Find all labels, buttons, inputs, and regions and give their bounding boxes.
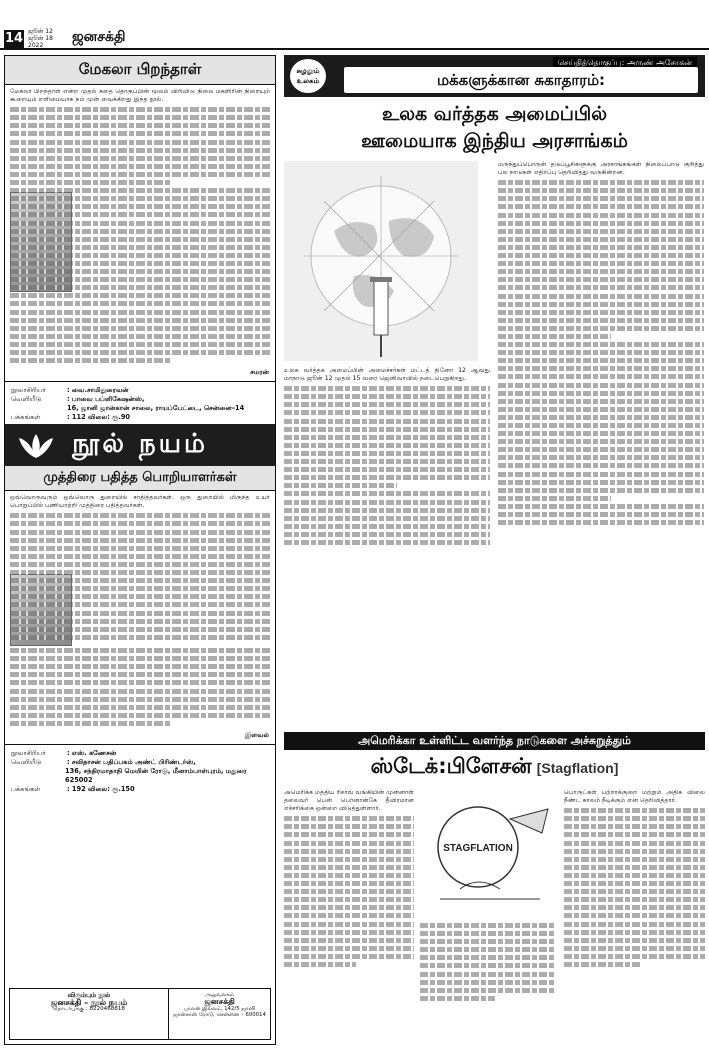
review1-body bbox=[5, 107, 275, 363]
review2-heading: முத்திரை பதித்த பொறியாளர்கள் bbox=[5, 466, 275, 491]
stagflation-cartoon-label: STAGFLATION bbox=[443, 843, 513, 854]
stagflation-column-b bbox=[420, 923, 556, 1004]
review1-signature: சமரன் bbox=[250, 368, 269, 377]
section-title: மக்களுக்கான சுகாதாரம்: bbox=[344, 67, 698, 93]
review1-meta: நூலாசிரியர் : வை.சாமிதுரைவன் வெளியீடு : பாவை பப்ளிகேஷன்ஸ், 16, ஜானி ஜான்கான் சாலை, ராயப்பேட்டை, சென்னை–14 பக்கங்கள் : 112 விலை: ரூ.90 bbox=[11, 386, 245, 422]
stagflation-column-a bbox=[284, 789, 414, 970]
review1-heading: மேகலா பிறந்தாள் bbox=[5, 56, 275, 85]
series-badge: சுழலும் உலகம் bbox=[290, 59, 326, 93]
article-column-b-lead: மருந்துப்பொருள் தடுப்பூசிகளுக்கு அரசாங்கங்கள் நிலைப்பாடு குறித்து பல நாடுகள் எதிர்ப்பு தெரிவித்து வருகின்றன. bbox=[498, 161, 704, 177]
page-number: 14 bbox=[4, 31, 24, 46]
stagflation-title: ஸ்டேக்:பிளேசன் [Stagflation] bbox=[370, 754, 619, 778]
review2-body bbox=[5, 513, 275, 726]
newspaper-title: ஜனசக்தி bbox=[72, 29, 126, 45]
stagflation-strap: அமெரிக்கா உள்ளிட்ட வளர்ந்த நாடுகளை அச்சுறுத்தும் bbox=[284, 732, 705, 750]
subscription-ad: விரும்பும் நூல் ஜனசக்தி – நூல் நயம் தொடர்புக்கு : 8220468818 அலுவலகம் ஜனசக்தி பாலன் இல்லம், 142/5 ஜானி ஜான்கான் ரோடு, சென்னை – 600014 bbox=[9, 988, 271, 1040]
series-tag: செய்தித்தொகுப்பு: அருண் அசோகன் bbox=[553, 57, 697, 69]
headline: உலக வர்த்தக அமைப்பில் ஊமையாக இந்திய அரசாங்கம் bbox=[361, 103, 628, 152]
review2-lead: ஒவ்வொருவரும் ஒவ்வொரு துறையில் சாதித்தவர்கள். ஒரு துறையில் மிகுந்த உயர் பொறுப்பில் பணியாற்றி முத்திரை பதித்தவர்கள். bbox=[10, 494, 270, 510]
issue-date: ஜூன் 12 ஜூன் 18 2022 bbox=[28, 28, 53, 49]
lotus-icon bbox=[13, 432, 59, 460]
banner-text: நூல் நயம் bbox=[72, 428, 208, 459]
stagflation-column-c bbox=[564, 789, 705, 970]
review2-meta: நூலாசிரியர் : எஸ். கணேசன் வெளியீடு : சவிதாசன் பதிப்பகம் அண்ட் பிரிண்டர்ஸ், 136, சந்திரமாதாநி மெயின் ரோடு, மீனாம்பாள்புரம், மதுரை 625002 பக்கங்கள் : 192 விலை: ரூ.150 bbox=[11, 748, 247, 793]
feature-article bbox=[284, 55, 705, 541]
article-column-a bbox=[284, 367, 490, 548]
review1-lead: மேகலா பிறந்தாள் என்ற முதல் கதை தொகுப்பின் மூலம் விரிவிடு நிலை மகளிரின் நிறையும் கூறையும் எளிமையாக நம் முன் வைக்கிறது இந்த நூல். bbox=[10, 88, 270, 104]
globe-syringe-illustration bbox=[284, 161, 478, 361]
left-column bbox=[4, 55, 276, 1045]
article-lead: உலக வர்த்தக அமைப்பின் அமைச்சர்கள் மட்டத் தினோ 12 ஆவது மாநாடு ஜூன் 12 முதல் 15 வரை ஜெனிவாவில் நடைபெறுகிறது. bbox=[284, 367, 490, 383]
stagflation-column-c-lead: பொருட்கள் பற்றாக்குறை மற்றும் அதிக விலை நீண்ட காலம் நீடிக்கும் என தெரிவித்தார். bbox=[564, 789, 705, 805]
review2-signature: இளவல் bbox=[244, 730, 269, 739]
masthead bbox=[0, 0, 709, 50]
stagflation-lead: அமெரிக்க மத்திய ரிசர்வ் வங்கியின் முன்னாள் தலைவர் பென் பெர்னான்கே தீவிரமான எச்சரிக்கை ஒன்றை விடுத்துள்ளார். bbox=[284, 789, 414, 813]
stagflation-article bbox=[284, 732, 705, 1029]
nool-nayam-banner bbox=[5, 424, 275, 466]
stagflation-cartoon bbox=[420, 789, 556, 919]
article-column-b bbox=[498, 161, 704, 528]
series-banner bbox=[284, 55, 705, 97]
